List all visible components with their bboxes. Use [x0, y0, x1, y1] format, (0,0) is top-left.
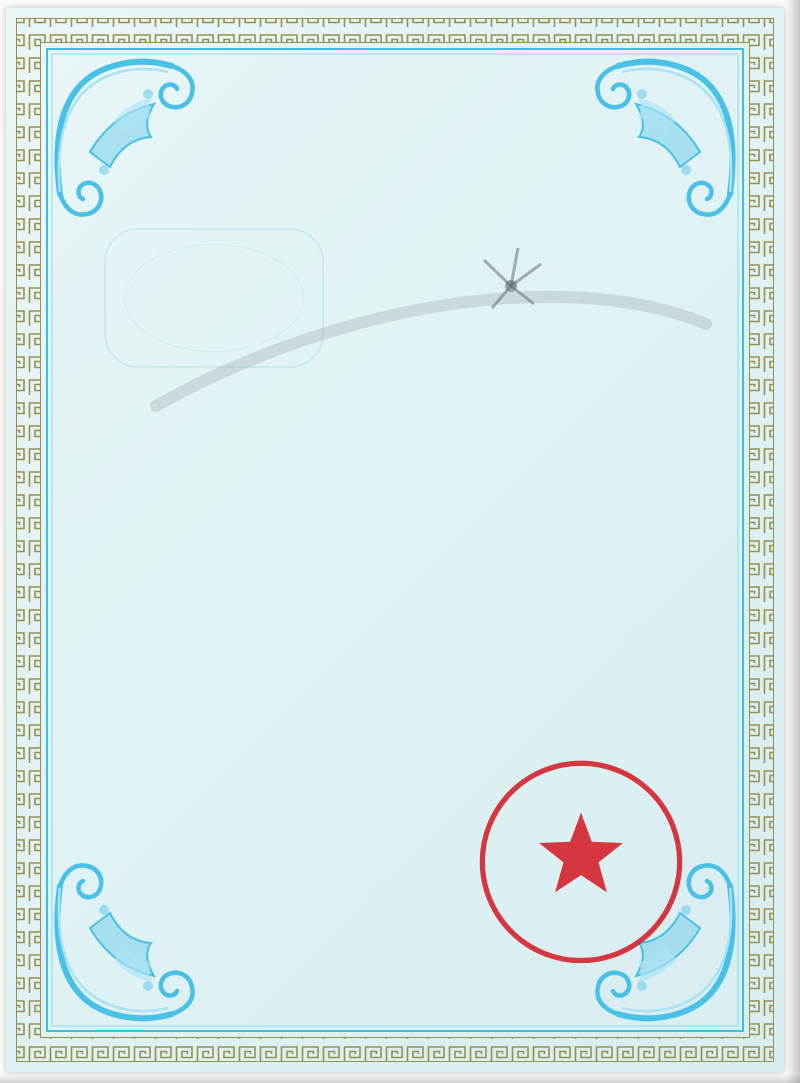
- page-edge-shadow-right: [786, 0, 800, 1083]
- field-row-software-name: [88, 284, 268, 309]
- field-row-first-publish-date: [88, 505, 268, 530]
- qr-code: [161, 853, 225, 917]
- field-row-registration-number: [88, 646, 268, 671]
- seal-star: [539, 813, 623, 893]
- page-edge-shadow-bottom: [0, 1074, 800, 1083]
- certificate-page: [6, 8, 784, 1072]
- barcode: [155, 787, 271, 833]
- official-seal: [476, 758, 686, 970]
- field-row-dev-complete-date: [88, 458, 268, 483]
- certificate-content: [6, 8, 784, 1072]
- field-row-acquisition-method: [88, 552, 268, 577]
- serial-number: [128, 934, 142, 959]
- field-row-rights-scope: [88, 599, 268, 624]
- certificate-number-line: [688, 245, 702, 267]
- field-row-copyright-owner: [88, 368, 268, 393]
